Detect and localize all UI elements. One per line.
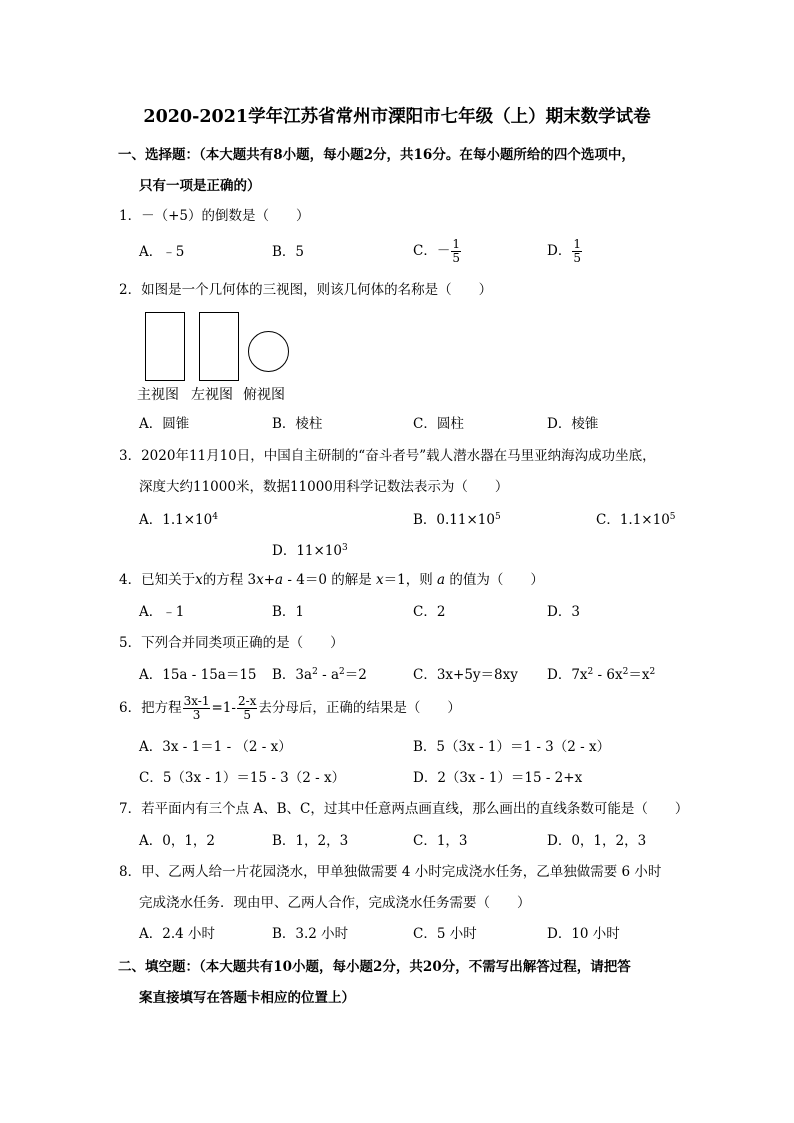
q4-stem — [119, 571, 544, 589]
q6-option-c: C．5（3x - 1）＝15 - 3（2 - x） — [139, 770, 346, 786]
q8-option-c: C．5 小时 — [413, 926, 477, 942]
q4-stem-end: - 4＝0 的解是 — [283, 572, 377, 588]
q4-plus: + — [263, 572, 276, 588]
section2-heading-line1: 二、填空题：（本大题共有10小题，每小题2分，共20分，不需写出解答过程，请把答 — [118, 959, 631, 975]
q5-d-mid: - 6x — [593, 667, 623, 683]
q6-f1-numerator: 3x-1 — [183, 694, 210, 708]
q6-option-a: A．3x - 1＝1 - （2 - x） — [139, 739, 292, 755]
q4-stem-mid: 的方程 3 — [202, 572, 257, 588]
q3-b-base: B．0.11×10 — [413, 512, 495, 528]
q3-c-exp: 5 — [669, 512, 676, 522]
q5-d-exp2: 2 — [622, 667, 629, 677]
top-view-circle — [248, 331, 289, 372]
q3-line2: 深度大约11000米，数据11000用科学记数法表示为（ ） — [139, 479, 509, 495]
side-view-rectangle — [199, 312, 239, 381]
q6-option-b: B．5（3x - 1）＝1 - 3（2 - x） — [413, 739, 611, 755]
q6-fraction-1 — [183, 695, 211, 722]
q1-d-numerator: 1 — [573, 237, 581, 251]
front-view-label: 主视图 — [137, 387, 179, 403]
q6-stem-pre: 6．把方程 — [119, 700, 182, 716]
q1-option-d-fraction — [572, 238, 582, 265]
q5-d-pre: D．7x — [547, 667, 588, 683]
q5-d-eq: ＝x — [628, 667, 650, 683]
q7-option-d: D．0，1，2，3 — [547, 833, 647, 849]
q5-option-d — [547, 666, 655, 684]
q8-line1: 8．甲、乙两人给一片花园浇水，甲单独做需要 4 小时完成浇水任务，乙单独做需要 6 小时 — [119, 864, 662, 880]
q5-d-exp3: 2 — [649, 667, 656, 677]
q7-option-b: B．1，2，3 — [272, 833, 349, 849]
q4-option-c: C．2 — [413, 604, 446, 620]
q5-option-c: C．3x+5y＝8xy — [413, 667, 518, 683]
section1-heading-line1: 一、选择题：（本大题共有8小题，每小题2分，共16分。在每小题所给的四个选项中， — [118, 147, 635, 163]
q5-b-post: - a — [317, 667, 339, 683]
q6-stem-post: 去分母后，正确的结果是（ ） — [258, 700, 461, 716]
page-title: 2020-2021学年江苏省常州市溧阳市七年级（上）期末数学试卷 — [143, 107, 651, 127]
q1-stem: 1．－（+5）的倒数是（ ） — [119, 208, 310, 224]
q5-stem: 5．下列合并同类项正确的是（ ） — [119, 635, 344, 651]
q1-option-c-prefix: C．－ — [413, 243, 451, 259]
q2-stem: 2．如图是一个几何体的三视图，则该几何体的名称是（ ） — [119, 282, 493, 298]
q6-stem — [119, 692, 461, 724]
q6-f1-denominator: 3 — [192, 708, 201, 722]
q4-var-x2: x — [256, 572, 264, 588]
q4-var-x: x — [195, 572, 203, 588]
q8-option-a: A．2.4 小时 — [139, 926, 216, 942]
q3-a-exp: 4 — [212, 512, 218, 522]
q4-option-b: B．1 — [272, 604, 305, 620]
q2-option-a: A．圆锥 — [139, 416, 190, 432]
q1-d-denominator: 5 — [573, 251, 581, 265]
q3-d-exp: 3 — [342, 543, 348, 553]
q7-option-c: C．1，3 — [413, 833, 468, 849]
q3-option-b — [413, 511, 501, 529]
q3-option-c — [596, 511, 676, 529]
q3-b-exp: 5 — [494, 512, 501, 522]
q3-line1: 3．2020年11月10日，中国自主研制的“奋斗者号”载人潜水器在马里亚纳海沟成功坐底， — [119, 448, 656, 464]
q4-stem-pre: 4．已知关于 — [119, 572, 196, 588]
q5-b-end: ＝2 — [344, 667, 367, 683]
q1-c-denominator: 5 — [452, 251, 460, 265]
q6-option-d: D．2（3x - 1）＝15 - 2+x — [413, 770, 583, 786]
q4-option-d: D．3 — [547, 604, 580, 620]
q5-b-pre: B．3a — [272, 667, 313, 683]
q3-option-a — [139, 511, 218, 529]
q2-option-d: D．棱锥 — [547, 416, 599, 432]
q1-option-a: A．﹣5 — [139, 244, 185, 260]
q5-option-b — [272, 666, 367, 684]
q1-option-d — [547, 235, 583, 267]
front-view-rectangle — [145, 312, 185, 381]
section1-heading-line2: 只有一项是正确的） — [139, 178, 261, 194]
q8-option-d: D．10 小时 — [547, 926, 620, 942]
q3-a-base: A．1.1×10 — [139, 512, 213, 528]
q4-eq: ＝1，则 — [383, 572, 438, 588]
q4-option-a: A．﹣1 — [139, 604, 185, 620]
q7-option-a: A．0，1，2 — [139, 833, 216, 849]
q1-c-numerator: 1 — [452, 237, 460, 251]
q3-option-d — [272, 542, 348, 560]
section2-heading-line2: 案直接填写在答题卡相应的位置上） — [139, 990, 355, 1006]
q4-var-a: a — [275, 572, 284, 588]
q5-b-exp: 2 — [312, 667, 318, 677]
q3-c-base: C．1.1×10 — [596, 512, 670, 528]
q6-stem-mid: =1- — [211, 700, 236, 716]
q8-option-b: B．3.2 小时 — [272, 926, 349, 942]
q5-d-exp: 2 — [587, 667, 594, 677]
q3-d-base: D．11×10 — [272, 543, 342, 559]
q6-fraction-2 — [237, 695, 257, 722]
q2-option-c: C．圆柱 — [413, 416, 464, 432]
q1-option-d-prefix: D． — [547, 243, 572, 259]
q1-option-c — [413, 235, 462, 267]
q6-f2-denominator: 5 — [243, 708, 251, 722]
q6-f2-numerator: 2-x — [237, 694, 257, 708]
q1-option-c-fraction — [451, 238, 461, 265]
q4-stem-tail: 的值为（ ） — [445, 572, 544, 588]
q4-var-x3: x — [376, 572, 384, 588]
q1-option-b: B．5 — [272, 244, 305, 260]
q7-stem: 7．若平面内有三个点 A、B、C，过其中任意两点画直线，那么画出的直线条数可能是（ ） — [119, 801, 689, 817]
top-view-label: 俯视图 — [243, 387, 285, 403]
side-view-label: 左视图 — [191, 387, 233, 403]
q8-line2: 完成浇水任务．现由甲、乙两人合作，完成浇水任务需要（ ） — [139, 895, 531, 911]
q5-b-exp2: 2 — [339, 667, 345, 677]
q4-var-a2: a — [437, 572, 446, 588]
q2-option-b: B．棱柱 — [272, 416, 323, 432]
q5-option-a: A．15a - 15a＝15 — [139, 667, 257, 683]
